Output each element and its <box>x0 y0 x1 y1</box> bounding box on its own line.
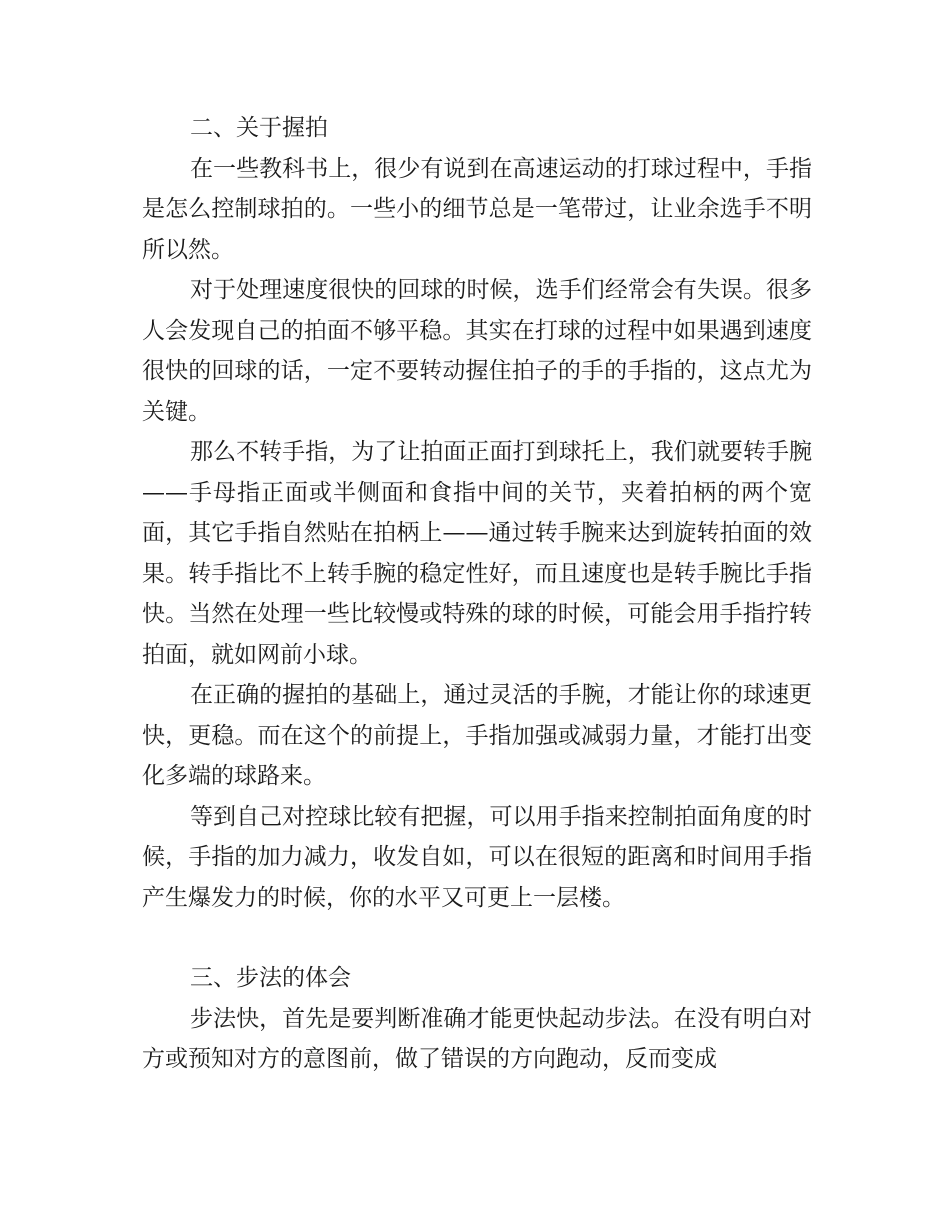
paragraph: 在一些教科书上，很少有说到在高速运动的打球过程中，手指是怎么控制球拍的。一些小的细节总是一笔带过，让业余选手不明所以然。 <box>142 155 812 263</box>
section-heading: 二、关于握拍 <box>190 115 328 141</box>
paragraph: 在正确的握拍的基础上，通过灵活的手腕，才能让你的球速更快，更稳。而在这个的前提上，手指加强或减弱力量，才能打出变化多端的球路来。 <box>142 682 812 789</box>
paragraph: 对于处理速度很快的回球的时候，选手们经常会有失误。很多人会发现自己的拍面不够平稳。其实在打球的过程中如果遇到速度很快的回球的话，一定不要转动握住拍子的手的手指的，这点尤为关键。 <box>142 277 812 425</box>
section-footwork <box>142 958 812 1080</box>
section-grip <box>142 108 812 918</box>
paragraph: 那么不转手指，为了让拍面正面打到球托上，我们就要转手腕——手母指正面或半侧面和食指中间的关节，夹着拍柄的两个宽面，其它手指自然贴在拍柄上——通过转手腕来达到旋转拍面的效果。转手指比不上转手腕的稳定性好，而且速度也是转手腕比手指快。当然在处理一些比较慢或特殊的球的时候，可能会用手指拧转拍面，就如网前小球。 <box>142 439 812 668</box>
section-spacer <box>142 918 812 958</box>
paragraph: 步法快，首先是要判断准确才能更快起动步法。在没有明白对方或预知对方的意图前，做了错误的方向跑动，反而变成 <box>142 1005 812 1072</box>
paragraph: 等到自己对控球比较有把握，可以用手指来控制拍面角度的时候，手指的加力减力，收发自如，可以在很短的距离和时间用手指产生爆发力的时候，你的水平又可更上一层楼。 <box>142 803 812 911</box>
section-heading: 三、步法的体会 <box>190 965 351 991</box>
document-page <box>142 108 812 1080</box>
